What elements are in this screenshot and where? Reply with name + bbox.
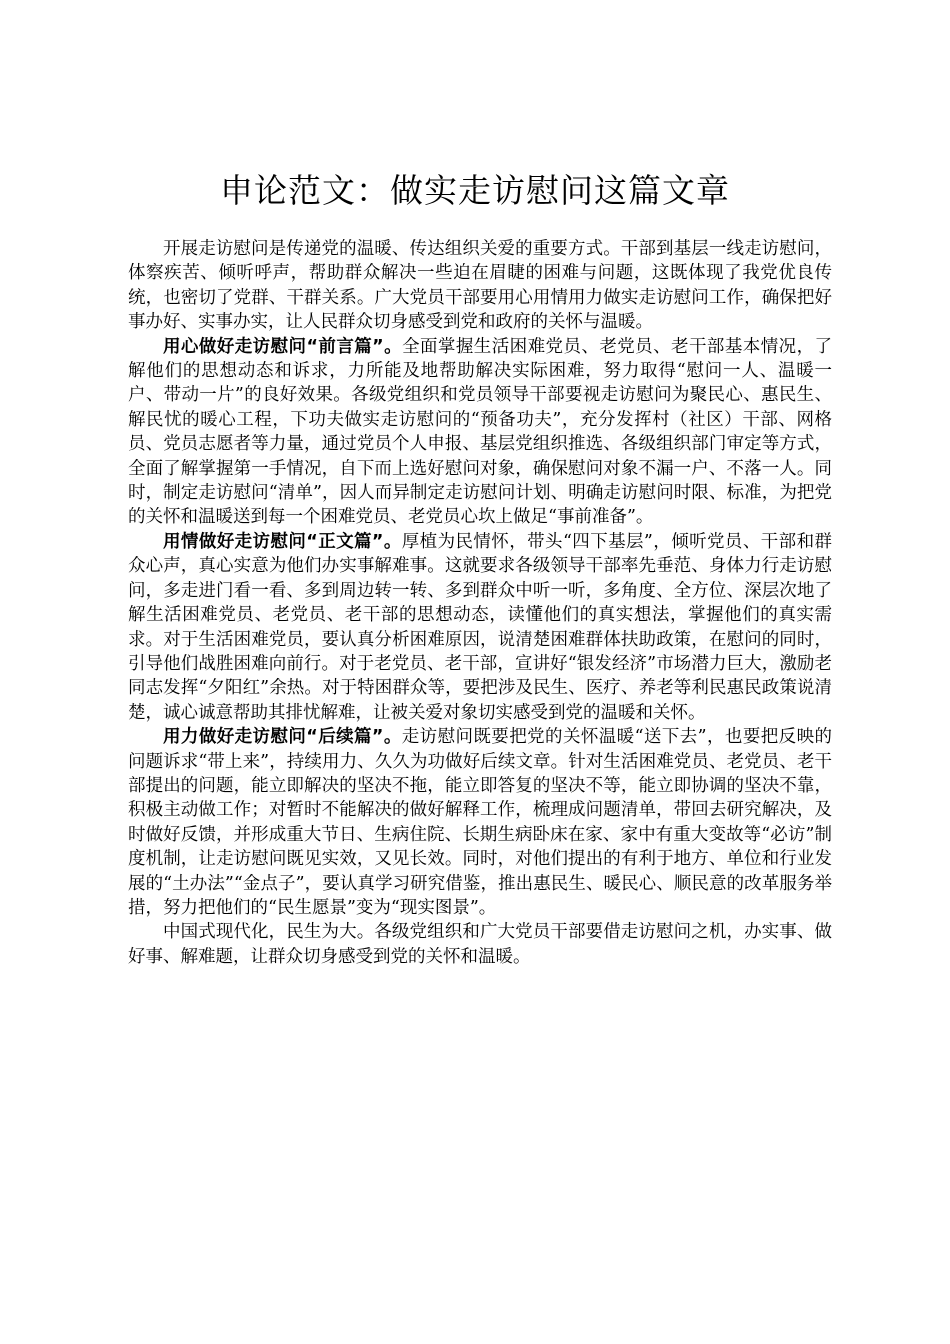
paragraph-text: 全面掌握生活困难党员、老党员、老干部基本情况，了解他们的思想动态和诉求，力所能及地帮助解决实际困难，努力取得“慰问一人、温暖一户、带动一片”的良好效果。各级党组织和党员领导干部要视走访慰问为聚民心、惠民生、解民忧的暖心工程，下功夫做实走访慰问的“预备功夫”，充分发挥村（社区）干部、网格员、党员志愿者等力量，通过党员个人申报、基层党组织推选、各级组织部门审定等方式，全面了解掌握第一手情况，自下而上选好慰问对象，确保慰问对象不漏一户、不落一人。同时，制定走访慰问“清单”，因人而异制定走访慰问计划、明确走访慰问时限、标准，为把党的关怀和温暖送到每一个困难党员、老党员心坎上做足“事前准备”。 bbox=[128, 336, 832, 528]
document-body bbox=[128, 237, 832, 969]
paragraph-text: 走访慰问既要把党的关怀温暖“送下去”，也要把反映的问题诉求“带上来”，持续用力、久久为功做好后续文章。针对生活困难党员、老党员、老干部提出的问题，能立即解决的坚决不拖，能立即答复的坚决不等，能立即协调的坚决不靠，积极主动做工作；对暂时不能解决的做好解释工作，梳理成问题清单，带回去研究解决，及时做好反馈，并形成重大节日、生病住院、长期生病卧床在家、家中有重大变故等“必访”制度机制，让走访慰问既见实效，又见长效。同时，对他们提出的有利于地方、单位和行业发展的“土办法”“金点子”，要认真学习研究借鉴，推出惠民生、暖民心、顺民意的改革服务举措，努力把他们的“民生愿景”变为“现实图景”。 bbox=[128, 727, 832, 918]
section-heading: 用情做好走访慰问“正文篇”。 bbox=[163, 531, 402, 552]
paragraph-text: 中国式现代化，民生为大。各级党组织和广大党员干部要借走访慰问之机，办实事、做好事、解难题，让群众切身感受到党的关怀和温暖。 bbox=[128, 922, 832, 967]
conclusion-paragraph bbox=[128, 920, 832, 969]
intro-paragraph bbox=[128, 237, 832, 335]
section-paragraph-main bbox=[128, 530, 832, 725]
document-title: 申论范文：做实走访慰问这篇文章 bbox=[220, 171, 730, 210]
section-heading: 用心做好走访慰问“前言篇”。 bbox=[163, 336, 403, 357]
paragraph-text: 厚植为民情怀，带头“四下基层”，倾听党员、干部和群众心声，真心实意为他们办实事解难事。这就要求各级领导干部率先垂范、身体力行走访慰问，多走进门看一看、多到周边转一转、多到群众中听一听，多角度、全方位、深层次地了解生活困难党员、老党员、老干部的思想动态，读懂他们的真实想法，掌握他们的真实需求。对于生活困难党员，要认真分析困难原因，说清楚困难群体扶助政策，在慰问的同时，引导他们战胜困难向前行。对于老党员、老干部，宣讲好“银发经济”市场潜力巨大，激励老同志发挥“夕阳红”余热。对于特困群众等，要把涉及民生、医疗、养老等利民惠民政策说清楚，诚心诚意帮助其排忧解难，让被关爱对象切实感受到党的温暖和关怀。 bbox=[128, 531, 832, 723]
section-heading: 用力做好走访慰问“后续篇”。 bbox=[163, 727, 402, 748]
section-paragraph-preface bbox=[128, 335, 832, 530]
section-paragraph-followup bbox=[128, 725, 832, 920]
paragraph-text: 开展走访慰问是传递党的温暖、传达组织关爱的重要方式。干部到基层一线走访慰问，体察疾苦、倾听呼声，帮助群众解决一些迫在眉睫的困难与问题，这既体现了我党优良传统，也密切了党群、干群关系。广大党员干部要用心用情用力做实走访慰问工作，确保把好事办好、实事办实，让人民群众切身感受到党和政府的关怀与温暖。 bbox=[128, 239, 832, 333]
